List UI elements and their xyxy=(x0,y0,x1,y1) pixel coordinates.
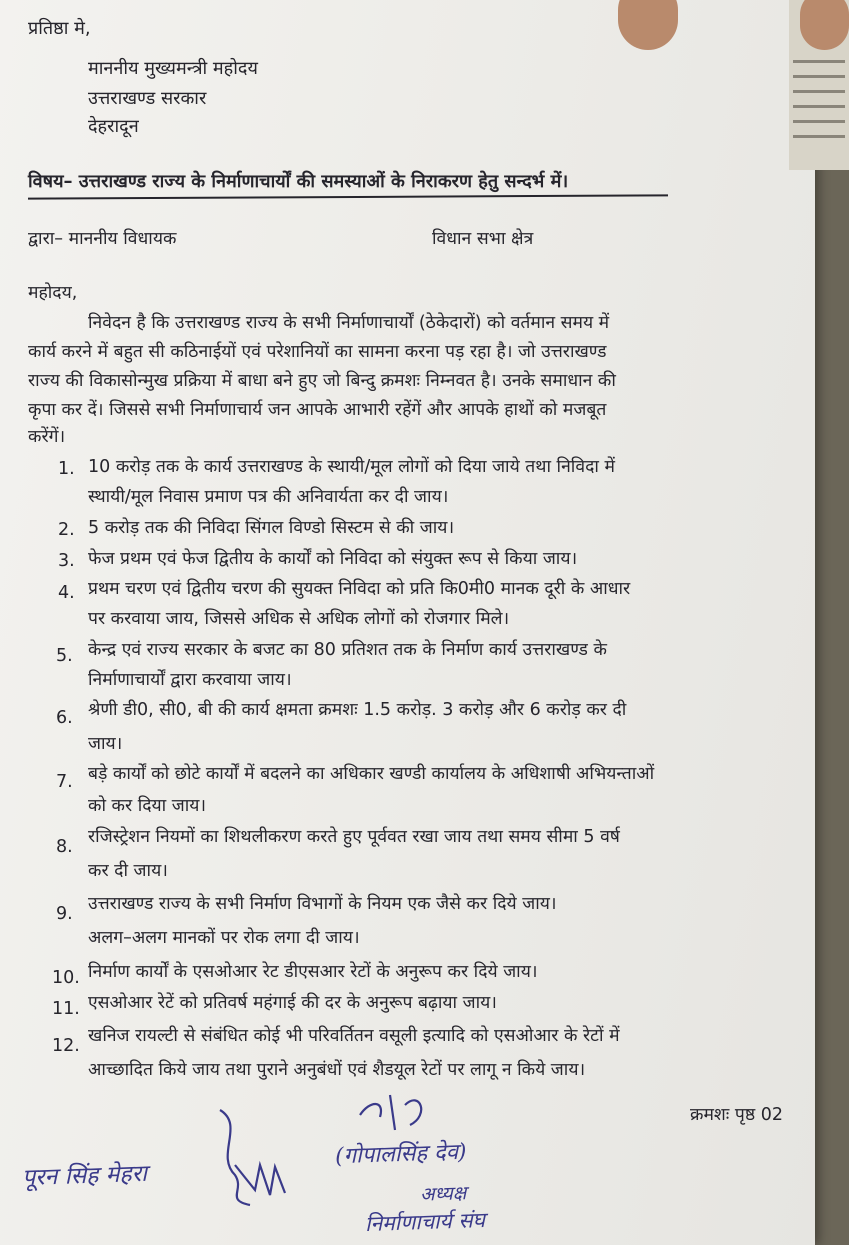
point-9-line-2: अलग–अलग मानकों पर रोक लगा दी जाय। xyxy=(88,928,360,948)
point-number: 4. xyxy=(58,583,75,603)
point-number: 9. xyxy=(56,904,73,924)
point-5-line-2: निर्माणाचार्यों द्वारा करवाया जाय। xyxy=(88,670,292,690)
point-number: 3. xyxy=(58,551,75,571)
point-5-line-1: केन्द्र एवं राज्य सरकार के बजट का 80 प्रतिशत तक के निर्माण कार्य उत्तराखण्ड के xyxy=(88,640,607,660)
point-number: 8. xyxy=(56,837,73,857)
point-number: 7. xyxy=(56,772,73,792)
signature-1: पूरन सिंह मेहरा xyxy=(21,1160,148,1192)
body-line-4: कृपा कर दें। जिससे सभी निर्माणाचार्य जन आपके आभारी रहेंगें और आपके हाथों को मजबूत xyxy=(28,400,607,420)
point-number: 10. xyxy=(52,968,80,988)
constituency-label: विधान सभा क्षेत्र xyxy=(432,229,534,249)
point-6-line-1: श्रेणी डी0, सी0, बी की कार्य क्षमता क्रमशः 1.5 करोड़. 3 करोड़ और 6 करोड़ कर दी xyxy=(88,700,627,720)
signature-2-org: निर्माणाचार्य संघ xyxy=(364,1207,486,1237)
point-6-line-2: जाय। xyxy=(88,734,123,754)
body-line-2: कार्य करने में बहुत सी कठिनाईयों एवं परेशानियों का सामना करना पड़ रहा है। जो उत्तराखण्ड xyxy=(28,342,607,362)
body-line-1: निवेदन है कि उत्तराखण्ड राज्य के सभी निर्माणाचार्यों (ठेकेदारों) को वर्तमान समय में xyxy=(88,313,610,333)
addressee-line-3: देहरादून xyxy=(88,116,139,137)
addressee-line-1: माननीय मुख्यमन्त्री महोदय xyxy=(88,58,258,79)
subject-underline xyxy=(28,194,668,199)
via-label: द्वारा– माननीय विधायक xyxy=(28,229,177,249)
point-8-line-1: रजिस्ट्रेशन नियमों का शिथलीकरण करते हुए पूर्ववत रखा जाय तथा समय सीमा 5 वर्ष xyxy=(88,827,620,847)
subject-line: विषय– उत्तराखण्ड राज्य के निर्माणाचार्यों की समस्याओं के निराकरण हेतु सन्दर्भ में। xyxy=(28,171,569,192)
body-line-5: करेंगें। xyxy=(28,427,66,447)
point-12-line-1: खनिज रायल्टी से संबंधित कोई भी परिवर्तितन वसूली इत्यादि को एसओआर के रेटों में xyxy=(88,1026,620,1046)
point-number: 6. xyxy=(56,708,73,728)
point-7-line-2: को कर दिया जाय। xyxy=(88,796,207,816)
signature-2-name: (गोपालसिंह देव) xyxy=(334,1139,467,1170)
signature-initials xyxy=(350,1085,440,1135)
greeting-to: प्रतिष्ठा मे, xyxy=(28,18,91,39)
point-8-line-2: कर दी जाय। xyxy=(88,861,168,881)
point-7-line-1: बड़े कार्यों को छोटे कार्यों में बदलने का अधिकार खण्डी कार्यालय के अधिशाषी अभियन्ताओं xyxy=(88,764,655,784)
point-number: 11. xyxy=(52,999,80,1019)
salutation: महोदय, xyxy=(28,283,78,303)
body-line-3: राज्य की विकासोन्मुख प्रक्रिया में बाधा बने हुए जो बिन्दु क्रमशः निम्नवत है। उनके समाधान की xyxy=(28,371,616,391)
point-10-line-1: निर्माण कार्यों के एसओआर रेट डीएसआर रेटों के अनुरूप कर दिये जाय। xyxy=(88,962,538,982)
point-9-line-1: उत्तराखण्ड राज्य के सभी निर्माण विभागों के नियम एक जैसे कर दिये जाय। xyxy=(88,894,557,914)
point-3-line-1: फेज प्रथम एवं फेज द्वितीय के कार्यों को निविदा को संयुक्त रूप से किया जाय। xyxy=(88,549,578,569)
point-number: 2. xyxy=(58,520,75,540)
point-number: 12. xyxy=(52,1036,80,1056)
point-2-line-1: 5 करोड़ तक की निविदा सिंगल विण्डो सिस्टम से की जाय। xyxy=(88,518,455,538)
point-12-line-2: आच्छादित किये जाय तथा पुराने अनुबंधों एवं शैडयूल रेटों पर लागू न किये जाय। xyxy=(88,1060,586,1080)
addressee-line-2: उत्तराखण्ड सरकार xyxy=(88,88,207,109)
continued-note: क्रमशः पृष्ठ 02 xyxy=(690,1105,783,1125)
point-1-line-2: स्थायी/मूल निवास प्रमाण पत्र की अनिवार्यता कर दी जाय। xyxy=(88,487,449,507)
point-11-line-1: एसओआर रेटें को प्रतिवर्ष महंगाई की दर के अनुरूप बढ़ाया जाय। xyxy=(88,993,497,1013)
signature-scribble xyxy=(205,1105,300,1215)
point-4-line-1: प्रथम चरण एवं द्वितीय चरण की सुयक्त निविदा को प्रति कि0मी0 मानक दूरी के आधार xyxy=(88,579,631,599)
finger-2 xyxy=(800,0,849,50)
point-4-line-2: पर करवाया जाय, जिससे अधिक से अधिक लोगों को रोजगार मिले। xyxy=(88,609,510,629)
point-1-line-1: 10 करोड़ तक के कार्य उत्तराखण्ड के स्थायी/मूल लोगों को दिया जाये तथा निविदा में xyxy=(88,457,615,477)
signature-2-title: अध्यक्ष xyxy=(419,1182,467,1206)
point-number: 5. xyxy=(56,646,73,666)
point-number: 1. xyxy=(58,459,75,479)
